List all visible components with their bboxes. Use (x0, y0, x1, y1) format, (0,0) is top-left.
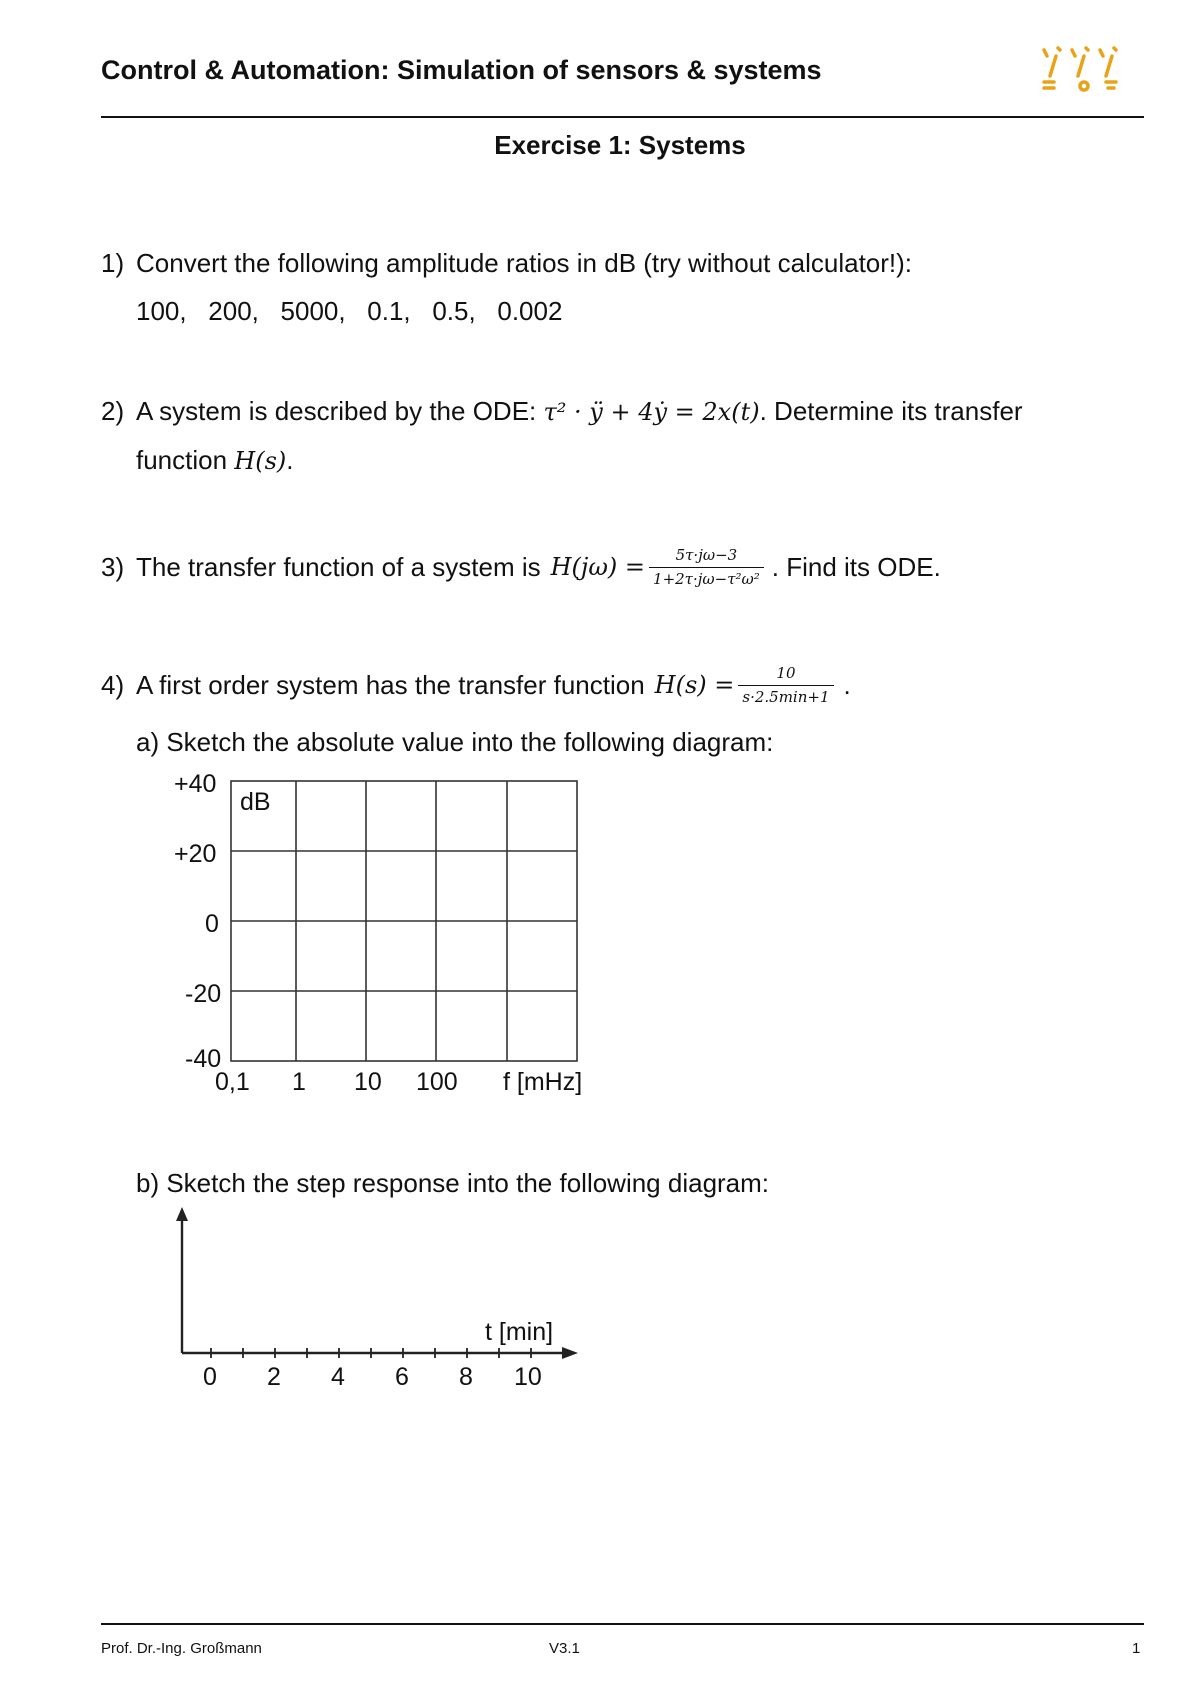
question-4-pre: A first order system has the transfer function (136, 669, 645, 700)
footer-rule (101, 1623, 1144, 1625)
question-4-lhs: H(s) = (654, 671, 735, 699)
question-2-pre: A system is described by the ODE: (136, 396, 544, 426)
bode-unit-label: dB (240, 788, 271, 816)
question-3-post: . Find its ODE. (771, 551, 941, 582)
x-tick-label: 0 (203, 1363, 217, 1391)
question-3-number: 3) (101, 552, 125, 582)
question-2-post: . Determine its transfer (759, 396, 1023, 426)
question-2-line2-pre: function (136, 445, 235, 475)
y-tick-label: +40 (174, 770, 217, 798)
question-4-line (136, 656, 851, 714)
question-1-values: 100, 200, 5000, 0.1, 0.5, 0.002 (136, 296, 563, 326)
question-4b-text: b) Sketch the step response into the following diagram: (136, 1168, 770, 1198)
x-tick-label: 8 (459, 1363, 473, 1391)
question-3-fraction (649, 546, 764, 589)
x-tick-label: 1 (292, 1068, 306, 1096)
y-axis-arrow (176, 1207, 188, 1221)
question-3-numerator: 5τ·jω−3 (675, 545, 738, 564)
x-tick-label: 0,1 (215, 1068, 250, 1096)
x-tick-label: 4 (331, 1363, 345, 1391)
footer-author: Prof. Dr.-Ing. Großmann (101, 1640, 262, 1657)
header-rule (101, 116, 1144, 118)
question-3-denominator: 1+2τ·jω−τ²ω² (649, 567, 764, 589)
x-tick-label: 2 (267, 1363, 281, 1391)
x-axis-label: f [mHz] (503, 1068, 583, 1096)
x-axis-arrow (562, 1347, 578, 1359)
x-tick-label: 10 (354, 1068, 382, 1096)
document-title: Control & Automation: Simulation of sensors & systems (101, 55, 822, 85)
question-2-line2 (136, 445, 294, 476)
x-tick-label: 10 (514, 1363, 542, 1391)
time-axis-label: t [min] (485, 1318, 554, 1346)
x-tick-label: 100 (416, 1068, 458, 1096)
university-logo-icon (1038, 44, 1134, 100)
question-3-pre: The transfer function of a system is (136, 551, 541, 582)
exercise-title: Exercise 1: Systems (494, 130, 746, 160)
question-3-line (136, 538, 941, 596)
question-4-fraction (738, 664, 833, 707)
question-2-line1 (136, 396, 1023, 427)
question-2-line2-post: . (286, 445, 294, 475)
footer-version: V3.1 (549, 1640, 580, 1657)
y-tick-label: 0 (205, 910, 219, 938)
question-3-lhs: H(jω) = (550, 553, 646, 581)
question-4-denominator: s·2.5min+1 (738, 685, 833, 707)
question-2-ode: τ² · ÿ + 4ẏ = 2x(t) (543, 398, 760, 426)
question-2-number: 2) (101, 396, 125, 426)
question-2-tf: H(s) (234, 447, 287, 475)
question-4-number: 4) (101, 670, 125, 700)
y-tick-label: +20 (174, 840, 217, 868)
question-4-numerator: 10 (776, 663, 796, 682)
bode-grid (230, 780, 580, 1065)
question-4-post: . (843, 669, 851, 700)
question-1-text: Convert the following amplitude ratios in dB (try without calculator!): (136, 248, 913, 278)
question-4a-text: a) Sketch the absolute value into the following diagram: (136, 727, 774, 757)
y-tick-label: -40 (185, 1045, 222, 1073)
x-tick-label: 6 (395, 1363, 409, 1391)
question-1-number: 1) (101, 248, 125, 278)
y-tick-label: -20 (185, 980, 222, 1008)
footer-page-number: 1 (1132, 1640, 1141, 1657)
